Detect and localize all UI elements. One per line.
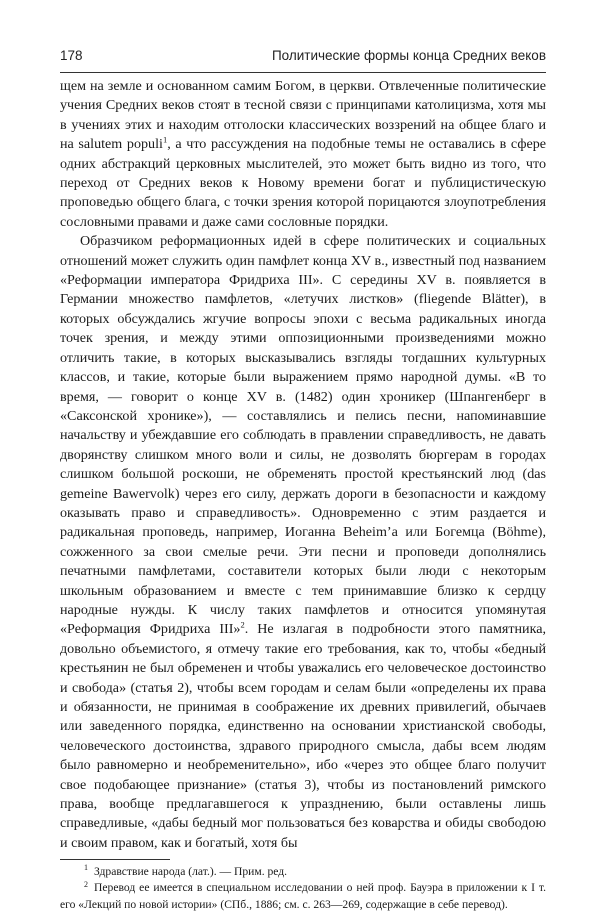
paragraph-1-text-b: , а что рассуждения на подобные темы не оставались в сфере одних абстракций церковных мыслителей, это может быть видно из того, что переход от Средних веков к Новому времени богат и публицистическую проповедью общего блага, с точки зрения которой порицаются злоупотребления сословными правами и даже сами сословные порядки. bbox=[60, 136, 547, 230]
paragraph-1 bbox=[60, 77, 546, 232]
footnotes bbox=[60, 864, 546, 913]
footnote-1-text: Здравствие народа (лат.). — Прим. ред. bbox=[94, 865, 288, 879]
running-title: Политические формы конца Средних веков bbox=[271, 48, 546, 63]
paragraph-2-text-b: . Не излагая в подробности этого памятника, довольно объемистого, я отмечу такие его требования, как то, чтобы «бедный крестьянин не был обременен и чтобы уважались его человеческое достоинство и свобода» (статья 2), чтобы всем городам и селам были «определены их права и обязанности, не принимая в соображение их древних привилегий, обычаев или заведенного порядка, единственно на основании христианской свободы, человеческого достоинства, здравого природного смысла, дабы всем людям было равномерно и необременительно», ибо «через это общее благо получит свое подобающее признание» (статья 3), чтобы из постановлений римского права, вообще предлагавшегося к упразднению, были оставлены лишь справедливые, «дабы бедный мог пользоваться без коварства и обиды свободою и своим правом, как и богатый, хотя бы bbox=[60, 621, 547, 851]
footnote-2 bbox=[60, 880, 546, 912]
header-rule bbox=[60, 72, 546, 73]
footnote-2-mark: 2 bbox=[84, 879, 88, 889]
footnote-1 bbox=[60, 864, 546, 880]
running-header bbox=[60, 48, 546, 70]
paragraph-2-text-a: Образчиком реформационных идей в сфере политических и социальных отношений может служить один памфлет конца XV в., известный под названием «Реформации императора Фридриха III». С середины XV в. появляется в Германии множество памфлетов, «летучих листков» (fliegende Blätter), в которых обсуждались жгучие вопросы эпохи с весьма радикальных иногда точек зрения, и между этими оппозиционными произведениями можно отличить такие, в которых высказывались взгляды тогдашних культурных классов, и такие, которые были выражением прямо народной думы. «В то время, — говорит о конце XV в. (1482) один хроникер (Шпангенберг в «Саксонской хронике»), — составлялись и пелись песни, напоминавшие начальству и убеждавшие его соблюдать в правлении справедливость, не давать дворянству слишком много воли и силы, не дозволять бюргерам в городах слишком большой роскоши, не обременять простой крестьянский люд (das gemeine Bawervolk) через его силу, держать дороги в безопасности и каждому оказывать право и справедливость». Одновременно с этим раздается и радикальная проповедь, например, Иоганна Beheim’а или Богемца (Böhme), сожженного за свои смелые речи. Эти песни и проповеди дополнялись печатными памфлетами, составители которых были люди с некоторым школьным образованием и вместе с тем принимавшие близко к сердцу народные нужды. К числу таких памфлетов и относится упомянутая «Реформация Фридриха III» bbox=[60, 233, 546, 638]
footnote-rule bbox=[60, 859, 170, 860]
book-page bbox=[60, 48, 546, 913]
footnote-2-text: Перевод ее имеется в специальном исследовании о ней проф. Бауэра в приложении к I т. его «Лекций по новой истории» (СПб., 1886; см. с. 263—269, содержащие в себе перевод). bbox=[60, 881, 546, 911]
paragraph-1-text-a: щем на земле и основанном самим Богом, в церкви. Отвлеченные политические учения Средних веков стоят в тесной связи с принципами католицизма, хотя мы в учениях этих и находим отголоски классических воззрений на общее благо и на salutem populi bbox=[60, 78, 546, 153]
body-text bbox=[60, 77, 546, 853]
footnote-1-mark: 1 bbox=[84, 863, 88, 873]
paragraph-2 bbox=[60, 232, 546, 853]
page-number: 178 bbox=[60, 48, 83, 63]
footnote-ref-2: 2 bbox=[240, 619, 245, 630]
footnote-ref-1: 1 bbox=[162, 134, 168, 145]
